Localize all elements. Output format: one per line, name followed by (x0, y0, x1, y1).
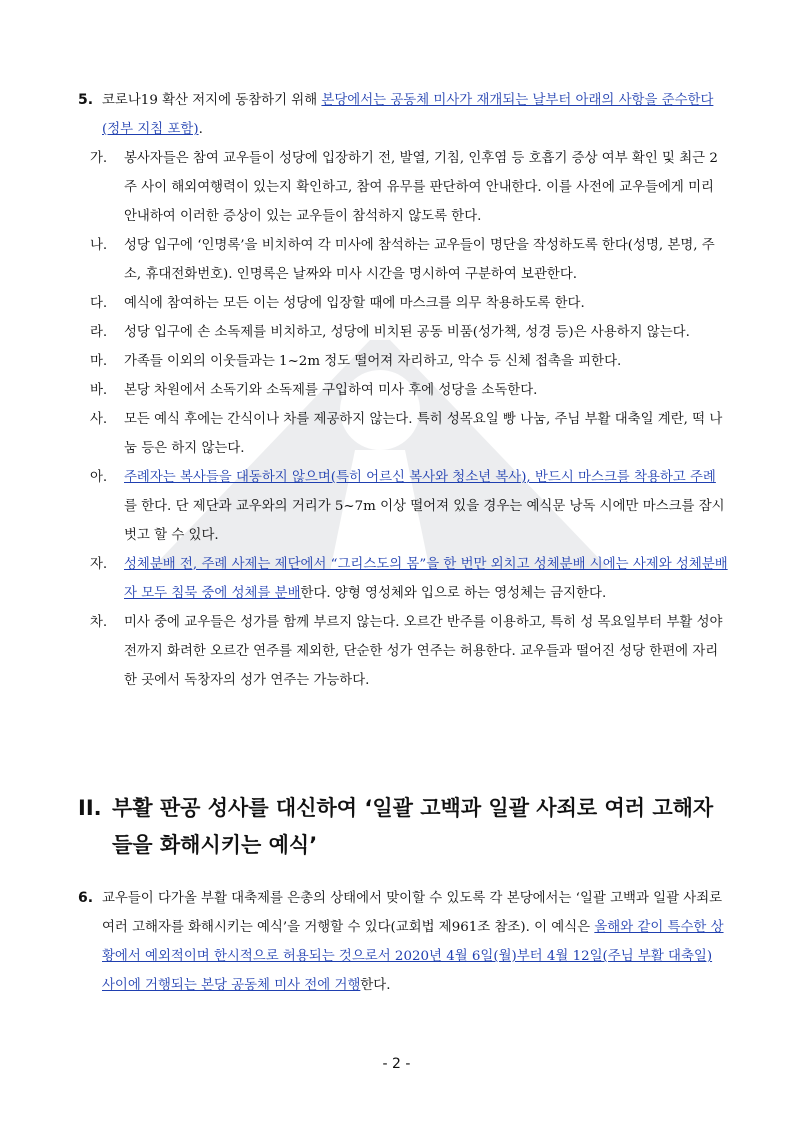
list-item-marker: 아. (90, 470, 108, 485)
section-6-text-end: 한다. (360, 978, 391, 993)
section-6-paragraph (78, 884, 728, 1000)
section-heading-number: II. (78, 796, 102, 820)
section-5 (78, 86, 728, 695)
section-6-text: 교우들이 다가올 부활 대축제를 은총의 상태에서 맞이할 수 있도록 각 본당에서는 ‘일괄 고백과 일괄 사죄로 여러 고해자를 화해시키는 예식’을 거행할 수 있다(교회법 제961조 참조). 이 예식은 (102, 891, 723, 935)
section-6-highlight: 올해와 같이 특수한 상황에서 예외적이며 한시적으로 허용되는 것으로서 2020년 4월 6일(월)부터 4월 12일(주님 부활 대축일) 사이에 거행되는 본당 공동체 미사 전에 거행 (102, 920, 724, 993)
list-item-marker: 가. (90, 151, 108, 166)
list-item-text: 예식에 참여하는 모든 이는 성당에 입장할 때에 마스크를 의무 착용하도록 한다. (124, 296, 585, 311)
section-5-text-end: . (198, 122, 203, 137)
list-item (90, 376, 728, 405)
list-item (90, 550, 728, 608)
list-item-marker: 마. (90, 354, 108, 369)
page-number: - 2 - (382, 1056, 411, 1072)
section-5-items (78, 144, 728, 695)
list-item-marker: 자. (90, 557, 108, 572)
list-item-highlight: 성체분배 전, 주례 사제는 제단에서 “그리스도의 몸”을 한 번만 외치고 성체분배 시에는 사제와 성체분배자 모두 침묵 중에 성체를 분배 (124, 557, 728, 601)
list-item-text: 성당 입구에 ‘인명록’을 비치하여 각 미사에 참석하는 교우들이 명단을 작성하도록 한다(성명, 본명, 주소, 휴대전화번호). 인명록은 날짜와 미사 시간을 명시하여 구분하여 보관한다. (124, 238, 715, 282)
list-item-text: 봉사자들은 참여 교우들이 성당에 입장하기 전, 발열, 기침, 인후염 등 호흡기 증상 여부 확인 및 최근 2주 사이 해외여행력이 있는지 확인하고, 참여 유무를 판단하여 안내한다. 이를 사전에 교우들에게 미리 안내하여 이러한 증상이 있는 교우들이 참석하지 않도록 한다. (124, 151, 718, 224)
section-heading-title: 부활 판공 성사를 대신하여 ‘일괄 고백과 일괄 사죄로 여러 고해자들을 화해시키는 예식’ (112, 796, 714, 857)
section-6 (78, 884, 728, 1000)
list-item (90, 144, 728, 231)
list-item-text: 미사 중에 교우들은 성가를 함께 부르지 않는다. 오르간 반주를 이용하고, 특히 성 목요일부터 부활 성야 전까지 화려한 오르간 연주를 제외한, 단순한 성가 연주는 허용한다. 교우들과 떨어진 성당 한편에 자리한 곳에서 독창자의 성가 연주는 가능하다. (124, 615, 723, 688)
list-item (90, 608, 728, 695)
list-item (90, 231, 728, 289)
section-6-number: 6. (78, 890, 94, 906)
list-item-text: 성당 입구에 손 소독제를 비치하고, 성당에 비치된 공동 비품(성가책, 성경 등)은 사용하지 않는다. (124, 325, 690, 340)
list-item-text: 를 한다. 단 제단과 교우와의 거리가 5~7m 이상 떨어져 있을 경우는 예식문 낭독 시에만 마스크를 잠시 벗고 할 수 있다. (124, 499, 725, 543)
list-item (90, 318, 728, 347)
list-item-marker: 바. (90, 383, 108, 398)
list-item (90, 405, 728, 463)
section-heading (78, 790, 728, 864)
list-item-marker: 나. (90, 238, 108, 253)
list-item-text: 본당 차원에서 소독기와 소독제를 구입하여 미사 후에 성당을 소독한다. (124, 383, 538, 398)
list-item-text: 모든 예식 후에는 간식이나 차를 제공하지 않는다. 특히 성목요일 빵 나눔, 주님 부활 대축일 계란, 떡 나눔 등은 하지 않는다. (124, 412, 723, 456)
list-item-marker: 차. (90, 615, 108, 630)
section-5-number: 5. (78, 92, 94, 108)
list-item-marker: 다. (90, 296, 108, 311)
section-5-intro (78, 86, 728, 144)
section-5-text: 코로나19 확산 저지에 동참하기 위해 (102, 93, 322, 108)
list-item-text: 가족들 이외의 이웃들과는 1~2m 정도 떨어져 자리하고, 악수 등 신체 접촉을 피한다. (124, 354, 622, 369)
list-item (90, 347, 728, 376)
list-item (90, 463, 728, 550)
section-5-highlight: 본당에서는 공동체 미사가 재개되는 날부터 아래의 사항을 준수한다(정부 지침 포함) (102, 93, 714, 137)
list-item-highlight: 주례자는 복사들을 대동하지 않으며(특히 어르신 복사와 청소년 복사), 반드시 마스크를 착용하고 주례 (124, 470, 716, 485)
list-item-text: 한다. 양형 영성체와 입으로 하는 영성체는 금지한다. (300, 586, 607, 601)
list-item (90, 289, 728, 318)
list-item-marker: 사. (90, 412, 108, 427)
list-item-marker: 라. (90, 325, 108, 340)
